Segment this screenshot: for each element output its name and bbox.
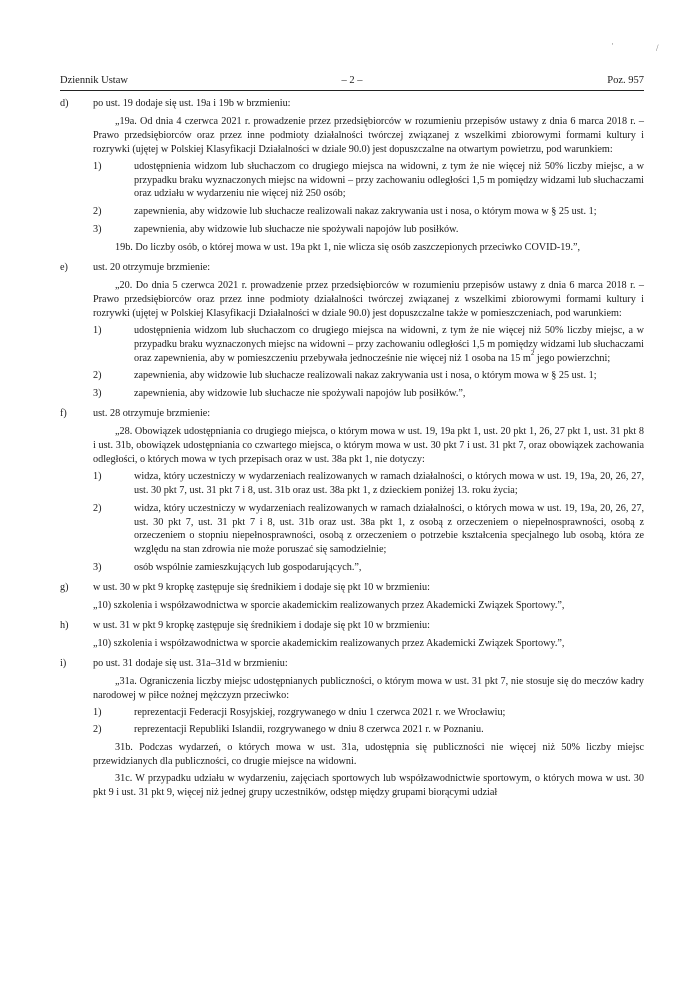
paragraph: „28. Obowiązek udostępniania co drugiego miejsca, o którym mowa w ust. 19, 19a pkt 1, ust. 20 pkt 1, 26, 27 pkt 1, ust. 31 pkt 8 i ust. 31b, obowiązek udostępniania co czwartego miejsca, o którym mowa w ust. 30 pkt 7 i ust. 31 pkt 7, oraz obowiązek zachowania odległości, o których mowa w tych przepisach oraz w ust. 38a pkt 1, nie dotyczy: xyxy=(93,426,644,465)
amendment-intro: ust. 20 otrzymuje brzmienie: xyxy=(93,262,211,274)
amendment-label: e) xyxy=(60,262,68,274)
list-item-label: 1) xyxy=(93,706,102,718)
list-item-text-tail: jego powierzchni; xyxy=(534,352,611,364)
list-item xyxy=(60,502,644,558)
amendment-intro: ust. 28 otrzymuje brzmienie: xyxy=(93,408,211,420)
amendment-i xyxy=(60,657,644,671)
list-item-text: zapewnienia, aby widzowie lub słuchacze realizowali nakaz zakrywania ust i nosa, o którym mowa w § 25 ust. 1; xyxy=(134,206,597,218)
amendment-intro: w ust. 31 w pkt 9 kropkę zastępuje się średnikiem i dodaje się pkt 10 w brzmieniu: xyxy=(93,620,430,631)
list-item-label: 1) xyxy=(93,470,102,482)
list-item-label: 1) xyxy=(93,160,102,172)
amendment-h xyxy=(60,619,644,633)
list-item-text: zapewnienia, aby widzowie lub słuchacze realizowali nakaz zakrywania ust i nosa, o którym mowa w § 25 ust. 1; xyxy=(134,370,597,382)
amendment-f xyxy=(60,407,644,421)
list-item xyxy=(60,561,644,575)
list-item-text: reprezentacji Republiki Islandii, rozgrywanego w dniu 8 czerwca 2021 r. w Poznaniu. xyxy=(134,724,484,736)
list-item xyxy=(60,706,644,720)
list-item-text-main: udostępnienia widzom lub słuchaczom co drugiego miejsca na widowni, z tym że nie więcej niż 50% liczby miejsc, a w przypadku braku wyznaczonych miejsc na widowni – przy zachowaniu odległości 1,5 m pomiędzy widzami lub słuchaczami oraz zapewnienia, aby w pomieszczeniu przebywała jednocześnie nie więcej niż 1 osoba na 15 m xyxy=(134,324,644,364)
scan-speck: / xyxy=(656,43,659,53)
amendment-e xyxy=(60,261,644,275)
list-item-label: 2) xyxy=(93,724,102,736)
amendment-label: i) xyxy=(60,657,67,669)
amendment-label: f) xyxy=(60,408,67,420)
journal-title: Dziennik Ustaw xyxy=(60,75,128,86)
amendment-intro: w ust. 30 w pkt 9 kropkę zastępuje się średnikiem i dodaje się pkt 10 w brzmieniu: xyxy=(93,582,430,594)
amendment-intro: po ust. 31 dodaje się ust. 31a–31d w brzmieniu: xyxy=(93,657,288,669)
quoted-provision: „10) szkolenia i współzawodnictwa w sporcie akademickim realizowanych przez Akademicki Związek Sportowy.”, xyxy=(93,637,565,649)
list-item-label: 3) xyxy=(93,224,102,236)
amendment-label: g) xyxy=(60,582,69,594)
paragraph: 31b. Podczas wydarzeń, o których mowa w ust. 31a, udostępnia się publiczności nie więcej niż 50% liczby miejsc przewidzianych dla publiczności, co drugie miejsce na widowni. xyxy=(93,742,644,768)
paragraph: „31a. Ograniczenia liczby miejsc udostępnianych publiczności, o którym mowa w ust. 31 pkt 7, nie stosuje się do meczów kadry narodowej w piłce nożnej mężczyzn przeciwko: xyxy=(93,675,644,701)
list-item-text: widza, który uczestniczy w wydarzeniach realizowanych w ramach działalności, o których mowa w ust. 19, 19a, 20, 26, 27, ust. 30 pkt 7, ust. 31 pkt 7 i 8, ust. 31b oraz ust. 38a pkt 1, z dzieckiem poniżej 13. roku życia; xyxy=(134,470,644,496)
list-item-label: 3) xyxy=(93,562,102,574)
amendment-g xyxy=(60,581,644,595)
page-number: – 2 – xyxy=(341,75,363,86)
list-item xyxy=(60,369,644,383)
amendment-label: d) xyxy=(60,98,69,109)
document-body xyxy=(60,97,644,803)
paragraph: „20. Do dnia 5 czerwca 2021 r. prowadzenie przez przedsiębiorców w rozumieniu przepisów ustawy z dnia 6 marca 2018 r. – Prawo przedsiębiorców oraz przez inne podmioty działalności twórczej związanej z wszelkimi zbiorowymi formami kultury i rozrywki (ujętej w Polskiej Klasyfikacji Działalności w dziale 90.0) jest dopuszczalne także w pomieszczeniach, pod warunkiem: xyxy=(93,279,644,319)
list-item-text: widza, który uczestniczy w wydarzeniach realizowanych w ramach działalności, o których mowa w ust. 19, 19a, 20, 26, 27, ust. 30 pkt 7, ust. 31 pkt 7 i 8, ust. 31b oraz ust. 38a pkt 1, z osobą z orzeczeniem o niepełnosprawności, osobą z orzeczeniem o stopniu niepełnosprawności, osobą z orzeczeniem o potrzebie kształcenia specjalnego lub osobą, która ze względu na stan zdrowia nie może poruszać się samodzielnie; xyxy=(134,502,644,556)
list-item xyxy=(60,470,644,498)
list-item-text: reprezentacji Federacji Rosyjskiej, rozgrywanego w dniu 1 czerwca 2021 r. we Wrocławiu; xyxy=(134,706,506,718)
list-item-text: zapewnienia, aby widzowie lub słuchacze nie spożywali napojów lub posiłków.”, xyxy=(134,388,466,400)
paragraph: 19b. Do liczby osób, o której mowa w ust. 19a pkt 1, nie wlicza się osób zaszczepionych przeciwko COVID-19.”, xyxy=(115,242,581,254)
list-item-label: 2) xyxy=(93,370,102,382)
list-item-label: 3) xyxy=(93,388,102,400)
list-item xyxy=(60,205,644,219)
list-item-text xyxy=(134,325,644,364)
list-item xyxy=(60,723,644,737)
list-item-text: zapewnienia, aby widzowie lub słuchacze nie spożywali napojów lub posiłków. xyxy=(134,224,459,236)
amendment-intro: po ust. 19 dodaje się ust. 19a i 19b w brzmieniu: xyxy=(93,98,291,109)
list-item-label: 2) xyxy=(93,206,102,218)
scan-speck: · xyxy=(611,39,614,49)
amendment-d xyxy=(60,97,644,111)
paragraph: „19a. Od dnia 4 czerwca 2021 r. prowadzenie przez przedsiębiorców w rozumieniu przepisów ustawy z dnia 6 marca 2018 r. – Prawo przedsiębiorców oraz przez inne podmioty działalności twórczej związanej z wszelkimi zbiorowymi formami kultury i rozrywki (ujętej w Polskiej Klasyfikacji Działalności w dziale 90.0) jest dopuszczalne na otwartym powietrzu, pod warunkiem: xyxy=(93,115,644,155)
paragraph: 31c. W przypadku udziału w wydarzeniu, zajęciach sportowych lub współzawodnictwie sportowym, o których mowa w ust. 30 pkt 9 i ust. 31 pkt 9, więcej niż jednej grupy uczestników, odstęp między grupami biorącymi udział xyxy=(93,773,644,799)
list-item-text: udostępnienia widzom lub słuchaczom co drugiego miejsca na widowni, z tym że nie więcej niż 50% liczby miejsc, a w przypadku braku wyznaczonych miejsc na widowni – przy zachowaniu odległości 1,5 m pomiędzy widzami lub słuchaczami oraz udziału w wydarzeniu nie więcej niż 250 osób; xyxy=(134,160,644,200)
list-item xyxy=(60,223,644,237)
position-number: Poz. 957 xyxy=(607,75,644,86)
amendment-label: h) xyxy=(60,620,69,631)
quoted-provision: „10) szkolenia i współzawodnictwa w sporcie akademickim realizowanych przez Akademicki Związek Sportowy.”, xyxy=(93,600,565,612)
list-item xyxy=(60,387,644,401)
list-item-text: osób wspólnie zamieszkujących lub gospodarujących.”, xyxy=(134,562,362,574)
header-rule xyxy=(60,90,644,91)
list-item xyxy=(60,324,644,366)
list-item-label: 1) xyxy=(93,324,102,336)
list-item-label: 2) xyxy=(93,502,102,514)
page-header xyxy=(60,74,644,88)
superscript: 2 xyxy=(530,349,535,358)
list-item xyxy=(60,160,644,202)
